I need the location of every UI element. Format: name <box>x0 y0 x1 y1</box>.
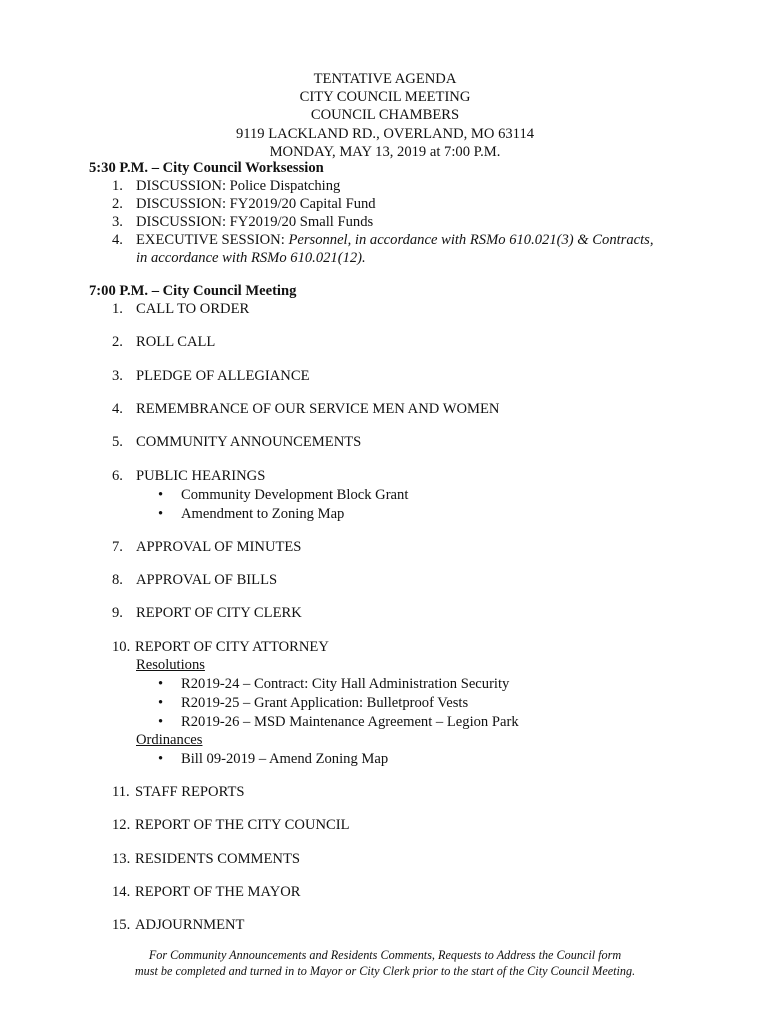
item-text: ADJOURNMENT <box>135 917 245 933</box>
bullet-item <box>158 675 509 693</box>
item-number: 3. <box>112 368 123 384</box>
item-number: 4. <box>112 401 123 417</box>
item-text: DISCUSSION: Police Dispatching <box>136 178 341 194</box>
meeting-address: 9119 LACKLAND RD., OVERLAND, MO 63114 <box>235 125 535 142</box>
bullet-item <box>158 750 388 768</box>
bullet-item <box>158 486 408 504</box>
item-text: REPORT OF CITY ATTORNEY <box>135 639 329 655</box>
item-number: 2. <box>112 196 123 212</box>
bullet-glyph: • <box>158 676 164 692</box>
meeting-item <box>112 400 499 418</box>
item-text: REPORT OF THE CITY COUNCIL <box>135 817 350 833</box>
bullet-glyph: • <box>158 695 164 711</box>
meeting-item <box>112 783 244 801</box>
meeting-item <box>112 638 329 656</box>
agenda-header <box>0 70 770 161</box>
item-number: 11. <box>112 784 130 800</box>
worksession-item <box>112 177 340 195</box>
meeting-item <box>112 883 301 901</box>
worksession-item <box>112 231 654 249</box>
worksession-item <box>112 213 373 231</box>
meeting-date: MONDAY, MAY 13, 2019 at 7:00 P.M. <box>269 143 501 160</box>
item-number: 8. <box>112 572 123 588</box>
item-number: 3. <box>112 214 123 230</box>
item-text: ROLL CALL <box>136 334 216 350</box>
meeting-item <box>112 604 302 622</box>
item-number: 1. <box>112 178 123 194</box>
item-continuation: in accordance with RSMo 610.021(12). <box>136 250 366 266</box>
meeting-name: CITY COUNCIL MEETING <box>299 89 471 106</box>
item-number: 1. <box>112 301 123 317</box>
item-text: STAFF REPORTS <box>135 784 245 800</box>
bullet-text: Community Development Block Grant <box>181 487 409 503</box>
meeting-item <box>112 300 249 318</box>
item-number: 10. <box>112 639 131 655</box>
item-text: DISCUSSION: FY2019/20 Small Funds <box>136 214 374 230</box>
meeting-item <box>112 333 215 351</box>
footer-line: must be completed and turned in to Mayor or City Clerk prior to the start of the City Council Meeting. <box>134 963 636 978</box>
bullet-text: Bill 09-2019 – Amend Zoning Map <box>181 751 389 767</box>
item-text: COMMUNITY ANNOUNCEMENTS <box>136 434 362 450</box>
meeting-item <box>112 850 300 868</box>
worksession-title: 5:30 P.M. – City Council Worksession <box>89 160 324 176</box>
item-text: PLEDGE OF ALLEGIANCE <box>136 368 310 384</box>
item-text: REPORT OF CITY CLERK <box>136 605 302 621</box>
footer-line: For Community Announcements and Residents Comments, Requests to Address the Council form <box>148 948 622 962</box>
meeting-location: COUNCIL CHAMBERS <box>310 107 460 124</box>
meeting-item <box>112 916 244 934</box>
meeting-item <box>112 571 277 589</box>
item-number: 2. <box>112 334 123 350</box>
item-number: 5. <box>112 434 123 450</box>
item-text: RESIDENTS COMMENTS <box>135 851 301 867</box>
meeting-item <box>112 538 301 556</box>
item-number: 7. <box>112 539 123 555</box>
bullet-text: R2019-24 – Contract: City Hall Administration Security <box>181 676 510 692</box>
bullet-item <box>158 505 344 523</box>
meeting-title: 7:00 P.M. – City Council Meeting <box>89 283 297 299</box>
bullet-glyph: • <box>158 487 164 503</box>
item-text: CALL TO ORDER <box>136 301 250 317</box>
item-number: 9. <box>112 605 123 621</box>
item-text: REMEMBRANCE OF OUR SERVICE MEN AND WOMEN <box>136 401 500 417</box>
meeting-item <box>112 367 310 385</box>
meeting-item <box>112 467 265 485</box>
item-text: APPROVAL OF BILLS <box>136 572 278 588</box>
agenda-title: TENTATIVE AGENDA <box>313 71 457 87</box>
item-number: 4. <box>112 232 123 248</box>
item-number: 15. <box>112 917 131 933</box>
item-number: 14. <box>112 884 131 900</box>
bullet-glyph: • <box>158 714 164 730</box>
bullet-text: Amendment to Zoning Map <box>181 506 345 522</box>
bullet-text: R2019-26 – MSD Maintenance Agreement – Legion Park <box>181 714 519 730</box>
item-number: 6. <box>112 468 123 484</box>
item-text: DISCUSSION: FY2019/20 Capital Fund <box>136 196 376 212</box>
item-text: REPORT OF THE MAYOR <box>135 884 301 900</box>
bullet-text: R2019-25 – Grant Application: Bulletproof Vests <box>181 695 469 711</box>
item-text: EXECUTIVE SESSION: <box>136 232 289 248</box>
item-number: 13. <box>112 851 131 867</box>
bullet-item <box>158 694 468 712</box>
ordinances-heading: Ordinances <box>136 732 203 748</box>
item-text: PUBLIC HEARINGS <box>136 468 266 484</box>
bullet-glyph: • <box>158 751 164 767</box>
worksession-item <box>112 195 376 213</box>
resolutions-heading: Resolutions <box>136 657 205 673</box>
bullet-item <box>158 713 519 731</box>
bullet-glyph: • <box>158 506 164 522</box>
footer-note <box>0 948 770 979</box>
meeting-item <box>112 816 350 834</box>
item-text: APPROVAL OF MINUTES <box>136 539 302 555</box>
meeting-item <box>112 433 361 451</box>
item-number: 12. <box>112 817 131 833</box>
item-text-italic: Personnel, in accordance with RSMo 610.021(3) & Contracts, <box>288 232 654 248</box>
